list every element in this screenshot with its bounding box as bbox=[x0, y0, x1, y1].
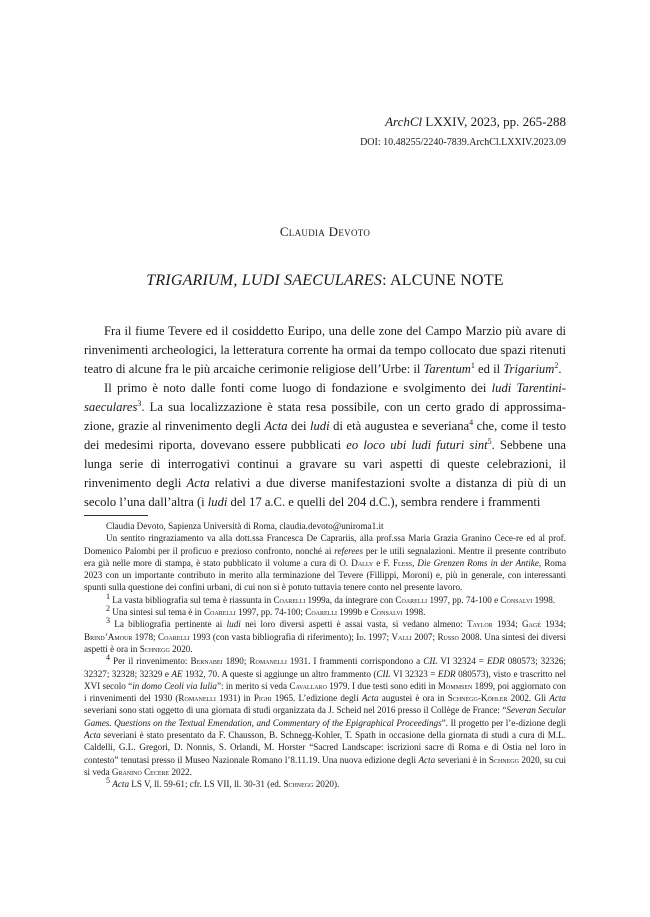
article-title-rest: : ALCUNE NOTE bbox=[382, 272, 504, 289]
author-surname-initial: D bbox=[328, 224, 339, 239]
footnote-number: 2 bbox=[106, 604, 110, 614]
journal-abbr: ArchCl bbox=[385, 114, 423, 129]
footnote-5: $^5$ Acta LS V, ll. 59-61; cfr. LS VII, ll. 30-31 (ed. Schnegg 2020). bbox=[106, 776, 340, 790]
paragraph-1: Fra il fiume Tevere ed il cosiddetto Euripo, una delle zone del Campo Marzio più avare di rinvenimenti archeologici, la letteratura corrente ha ormai da tempo collocato due spazi ritenuti teatro di alcune fra le più arcaiche cerimonie religiose dell’Urbe: il Tarentum$^1$ ed il Trigarium$^2$. bbox=[84, 324, 566, 376]
body-text bbox=[84, 322, 566, 512]
footnotes bbox=[84, 520, 566, 791]
footnote-number: 5 bbox=[106, 776, 110, 786]
footnote-1: $^1$ La vasta bibliografia sul tema è riassunta in Coarelli 1999a, da integrare con Coarelli 1997, pp. 74-100 e Consalvi 1998. bbox=[106, 591, 556, 605]
footnote-acknowledgements: Un sentito ringraziamento va alla dott.ssa Francesca De Caprariis, alla prof.ssa Maria Grazia Granino Cece-re ed al prof. Domenico Palombi per il proficuo e prezioso confronto, nonché ai referees per le utili segnalazioni. Mentre il presente contributo era già nelle more di stampa, è stato pubblicato il volume a cura di O. Dally e F. Fless, Die Grenzen Roms in der Antike, Roma 2023 con un importante contributo in merito alla terminazione del Tevere (Fillippi, Moroni) e, più in generale, con interessanti spunti sulla questione dei confini urbani, di cui non si è potuto tuttavia tenere conto nel presente lavoro. bbox=[84, 533, 567, 593]
journal-citation bbox=[385, 114, 566, 130]
footnote-number: 1 bbox=[106, 591, 110, 601]
author-firstname-rest: laudia bbox=[288, 224, 329, 239]
footnote-separator bbox=[84, 515, 148, 516]
footnote-2: $^2$ Una sintesi sul tema è in Coarelli 1997, pp. 74-100; Coarelli 1999b e Consalvi 1998. bbox=[106, 604, 426, 618]
author-name bbox=[0, 224, 650, 240]
journal-volume-pages: LXXIV, 2023, pp. 265-288 bbox=[422, 114, 566, 129]
paragraph-2: Il primo è noto dalle fonti come luogo di fondazione e svolgimento dei ludi Tarentini-saeculares$^3$. La sua localizzazione è stata resa possibile, con un certo grado di approssima-zione, grazie al rinvenimento degli Acta dei ludi di età augustea e severiana$^4$ che, come il testo dei medesimi riporta, dovevano essere pubblicati eo loco ubi ludi futuri sint$^5$. Sebbene una lunga serie di interrogativi continui a gravare su vari aspetti di queste celebrazioni, il rinvenimento degli Acta relativi a due diverse manifestazioni svolte a distanza di più di un secolo l’una dall’altra (i ludi del 17 a.C. e quelli del 204 d.C.), sembra rendere i frammenti bbox=[84, 381, 566, 509]
author-surname-rest: evoto bbox=[338, 224, 371, 239]
footnote-ref-5[interactable]: 5 bbox=[487, 436, 492, 446]
footnote-ref-1[interactable]: 1 bbox=[470, 360, 475, 370]
footnote-ref-2[interactable]: 2 bbox=[554, 360, 559, 370]
footnote-ref-3[interactable]: 3 bbox=[137, 398, 142, 408]
author-initial: C bbox=[279, 224, 289, 239]
footnote-number: 4 bbox=[106, 653, 110, 663]
footnote-number: 3 bbox=[106, 616, 110, 626]
footnote-4: $^4$ Per il rinvenimento: Bernabei 1890; Romanelli 1931. I frammenti corrispondono a CIL VI 32324 = EDR 080573; 32326; 32327; 32328; 32329 e AE 1932, 70. A queste si aggiunge un altro frammento (CIL VI 32323 = EDR 080573), visto e trascritto nel XVI secolo “in domo Ceoli via Iulia”: in merito si veda Cavallaro 1979. I due testi sono editi in Mommsen 1899, poi aggiornato con i rinvenimenti del 1930 (Romanelli 1931) in Pighi 1965. L’edizione degli Acta augustei è ora in Schnegg-Köhler 2002. Gli Acta severiani sono stati oggetto di una giornata di studi organizzata da J. Scheid nel 2016 presso il Collège de France: “Severan Secular Games. Questions on the Textual Emendation, and Commentary of the Epigraphical Proceedings”. Il progetto per l’e-dizione degli Acta severiani è stato presentato da F. Chausson, B. Schnegg-Kohler, T. Spath in occasione della giornata di studi a cura di M.L. Caldelli, G.L. Gregori, D. Nonnis, S. Orlandi, M. Horster “Sacred Landscape: iscrizioni sacre di Roma e di Ostia nel loro in contesto” tenutasi presso il Museo Nazionale Romano l’8.11.19. Una nuova edizione degli Acta severiani è in Schnegg 2020, su cui si veda Granino Cecere 2022. bbox=[84, 653, 567, 777]
footnote-affiliation: Claudia Devoto, Sapienza Università di Roma, claudia.devoto@uniroma1.it bbox=[106, 521, 384, 531]
footnote-ref-4[interactable]: 4 bbox=[469, 417, 474, 427]
article-title bbox=[0, 272, 650, 290]
doi-link[interactable]: DOI: 10.48255/2240-7839.ArchCl.LXXIV.2023.09 bbox=[360, 137, 566, 148]
article-title-italic: TRIGARIUM, LUDI SAECULARES bbox=[146, 272, 383, 289]
footnote-3: $^3$ La bibliografia pertinente ai ludi nei loro diversi aspetti è assai vasta, si vedano almeno: Taylor 1934; Gagé 1934; Brind’Amour 1978; Coarelli 1993 (con vasta bibliografia di riferimento); Id. 1997; Valli 2007; Russo 2008. Una sintesi dei diversi aspetti è ora in Schnegg 2020. bbox=[84, 616, 567, 654]
